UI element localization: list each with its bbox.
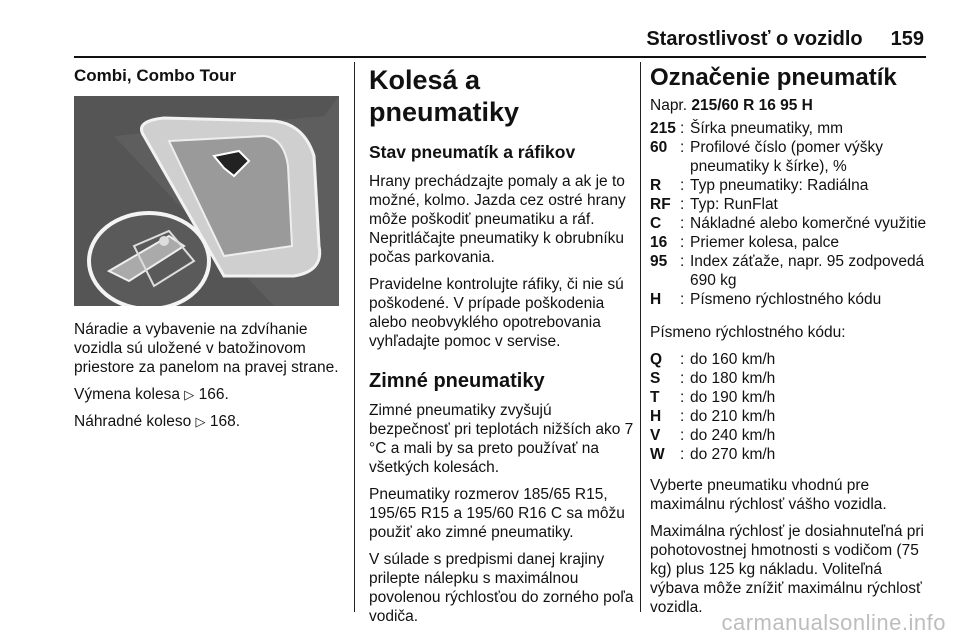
code-list <box>650 119 932 309</box>
separator: : <box>680 120 685 137</box>
column-divider-1 <box>354 62 355 612</box>
separator: : <box>680 370 685 387</box>
separator: : <box>680 427 685 444</box>
separator: : <box>680 291 685 308</box>
left-paragraph: Náradie a vybavenie na zdvíhanie vozidla sú uložené v batožinovom priestore za panelom na pravej strane. <box>74 321 339 376</box>
ref-link-wheel-change[interactable]: Výmena kolesa ▷ 166. <box>74 386 229 403</box>
code-key: T <box>650 389 660 406</box>
code-value: Šírka pneumatiky, mm <box>690 120 844 137</box>
subsection-heading-winter: Zimné pneumatiky <box>369 370 545 392</box>
code-key: Q <box>650 351 663 368</box>
example-code: 215/60 R 16 95 H <box>691 97 813 114</box>
page-number: 159 <box>890 28 924 50</box>
separator: : <box>680 253 685 270</box>
code-value: do 190 km/h <box>690 389 776 406</box>
code-key: W <box>650 446 665 463</box>
code-value: do 180 km/h <box>690 370 776 387</box>
code-value: do 240 km/h <box>690 427 776 444</box>
code-value: Index záťaže, napr. 95 zodpovedá 690 kg <box>690 253 925 289</box>
code-key: 95 <box>650 253 668 270</box>
example-line: Napr. 215/60 R 16 95 H <box>650 97 813 114</box>
middle-column <box>369 64 635 634</box>
left-column <box>74 66 344 93</box>
right-column <box>650 64 932 625</box>
paragraph: V súlade s predpismi danej krajiny prilepte nálepku s maximálnou povolenou rýchlosťou do zorného poľa vodiča. <box>369 551 634 625</box>
separator: : <box>680 389 685 406</box>
paragraph: Zimné pneumatiky zvyšujú bezpečnosť pri teplotách nižších ako 7 °C a mali by sa preto používať na všetkých kolesách. <box>369 402 634 476</box>
ref-link-spare-wheel[interactable]: Náhradné koleso ▷ 168. <box>74 413 240 430</box>
separator: : <box>680 177 685 194</box>
section-title-tyre-marking: Označenie pneumatík <box>650 64 897 91</box>
code-value: Typ pneumatiky: Radiálna <box>690 177 869 194</box>
paragraph: Pneumatiky rozmerov 185/65 R15, 195/65 R15 a 195/60 R16 C sa môžu použiť ako zimné pneumatiky. <box>369 486 625 541</box>
left-text <box>74 320 346 439</box>
page-header <box>646 28 924 51</box>
illustration-jack-storage <box>74 96 339 306</box>
paragraph: Vyberte pneumatiku vhodnú pre maximálnu rýchlosť vášho vozidla. <box>650 477 887 513</box>
code-key: 215 <box>650 120 676 137</box>
watermark: carmanualsonline.info <box>721 610 946 635</box>
paragraph: Maximálna rýchlosť je dosiahnuteľná pri pohotovostnej hmotnosti s vodičom (75 kg) plus 125 kg nákladu. Voliteľná výbava môže znížiť maximálnu rýchlosť vozidla. <box>650 523 924 616</box>
subsection-heading-condition: Stav pneumatík a ráfikov <box>369 142 576 162</box>
code-value: Priemer kolesa, palce <box>690 234 840 251</box>
paragraph: Hrany prechádzajte pomaly a ak je to možné, kolmo. Jazda cez ostré hrany môže poškodiť pneumatiku a ráf. Nepritláčajte pneumatiky k obrubníku počas parkovania. <box>369 173 626 266</box>
speed-list <box>650 350 932 464</box>
code-key: S <box>650 370 661 387</box>
code-key: C <box>650 215 662 232</box>
separator: : <box>680 196 685 213</box>
separator: : <box>680 139 685 156</box>
separator: : <box>680 446 685 463</box>
arrow-right-icon: ▷ <box>195 414 206 429</box>
code-value: Profilové číslo (pomer výšky pneumatiky k šírke), % <box>690 139 883 175</box>
code-key: 16 <box>650 234 668 251</box>
code-value: Písmeno rýchlostného kódu <box>690 291 882 308</box>
header-rule <box>74 56 926 58</box>
separator: : <box>680 234 685 251</box>
left-subhead: Combi, Combo Tour <box>74 66 237 85</box>
code-value: do 160 km/h <box>690 351 776 368</box>
separator: : <box>680 351 685 368</box>
code-key: H <box>650 408 662 425</box>
arrow-right-icon: ▷ <box>184 387 195 402</box>
section-title-wheels: Kolesá a pneumatiky <box>369 65 520 127</box>
code-value: do 270 km/h <box>690 446 776 463</box>
separator: : <box>680 215 685 232</box>
code-key: V <box>650 427 661 444</box>
code-value: Nákladné alebo komerčné využitie <box>690 215 927 232</box>
code-value: do 210 km/h <box>690 408 776 425</box>
code-key: R <box>650 177 662 194</box>
code-key: 60 <box>650 139 668 156</box>
code-value: Typ: RunFlat <box>690 196 778 213</box>
separator: : <box>680 408 685 425</box>
speed-intro: Písmeno rýchlostného kódu: <box>650 324 846 341</box>
code-key: RF <box>650 196 671 213</box>
column-divider-2 <box>640 62 641 612</box>
paragraph: Pravidelne kontrolujte ráfiky, či nie sú poškodené. V prípade poškodenia alebo neobvyklého opotrebovania vyhľadajte pomoc v servise. <box>369 276 624 350</box>
code-key: H <box>650 291 662 308</box>
page-title: Starostlivosť o vozidlo <box>646 28 863 50</box>
